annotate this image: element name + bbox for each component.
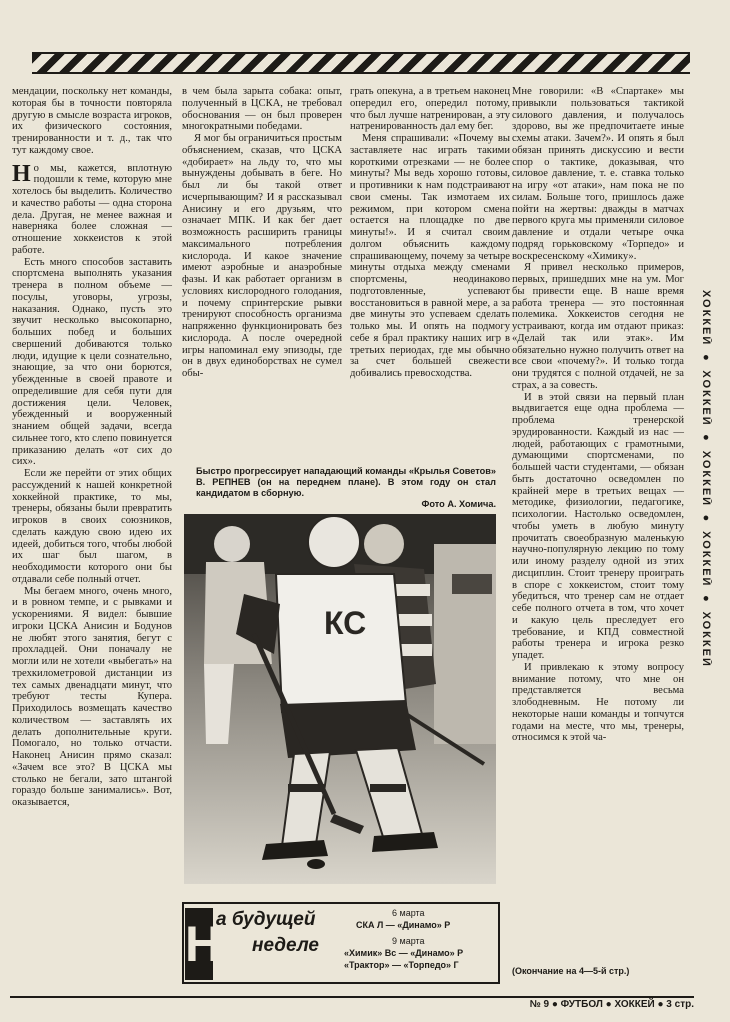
fixture-match: СКА Л — «Динамо» Р xyxy=(356,920,451,930)
drop-cap: Н xyxy=(12,160,31,187)
fixtures-heading-line-1: а будущей xyxy=(216,909,316,930)
column-3-paragraph: грать опекуна, а в третьем наконец опередил его, опередил потому, что был лучше натренирован, а эту натренированность дал ему бег. xyxy=(350,86,510,133)
continuation-note: (Окончание на 4—5-й стр.) xyxy=(512,966,630,976)
article-column-4 xyxy=(512,86,684,744)
page-footer: № 9 ● ФУТБОЛ ● ХОККЕЙ ● 3 стр. xyxy=(10,996,694,1012)
photo-caption xyxy=(196,466,496,510)
article-column-1 xyxy=(12,86,172,809)
column-2-paragraph: в чем была зарыта собака: опыт, полученный в ЦСКА, не требовал обоснования — он был проверен многократными победами. xyxy=(182,86,342,133)
column-4-paragraph: Мне говорили: «В «Спартаке» мы привыкли пользоваться тактикой силового давления, и получалось здорово, вы же предпочитаете иные схемы атаки. Зачем?». И опять я был обязан принять дискуссию и вести спор о тактике, доказывая, что силовое давление, т. е. ставка только на игру «от атаки», нам пока не по силам. Больше того, пришлось даже пойти на жертвы: дважды в матчах первого круга мы применяли силовое давление и отдали четыре очка подряд горьковскому «Торпедо» и воскресенскому «Химику». xyxy=(512,86,684,262)
column-4-paragraph: И привлекаю к этому вопросу внимание потому, что мне он представляется весьма злободневным. Не потому ли некоторые наши команды и топчутся годами на месте, что мы, тренеры, относимся к этой ча- xyxy=(512,661,684,744)
column-1-paragraph: мендации, поскольку нет команды, которая бы в точности повторяла другую в смысле возраста игроков, их физического состояния, тренированности и т. д., так что тут каждому свое. xyxy=(12,86,172,156)
top-decorative-band xyxy=(32,52,690,74)
column-3-paragraph: Меня спрашивали: «Почему вы заставляете нас играть такими короткими отрезками — не более минуты? Мы ведь хорошо готовы, и противники к нам подстраивают свои смены. Так измотаем их режимом, при котором смена остается на площадке по две минуты!». И я считал своим долгом объяснить каждому спрашивающему, почему за четыре минуты отдыха между сменами спортсмены, неодинаково подготовленные, успевают восстановиться в равной мере, а за две минуты это успеваем сделать только мы. И опять на подмогу себе я брал практику наших игр в третьих периодах, где мы обычно за счет большей свежести добивались превосходства. xyxy=(350,133,510,379)
caption-text: Быстро прогрессирует нападающий команды «Крылья Советов» В. РЕПНЕВ (он на переднем плане). В этом году он стал кандидатом в сборную. xyxy=(196,466,496,498)
article-column-3 xyxy=(350,86,510,380)
column-1-paragraph: Есть много способов заставить спортсмена выполнять указания тренера в полном объеме — посулы, уговоры, угрозы, наказания. Однако, пусть это звучит несколько высокопарно, больших побед и больших свершений добиваются только люди, идущие к цели сознательно, знающие, за что они борются, убежденные в своей правоте и определившие для себя пути для достижения цели. Человек, убежденный и вооруженный знанием общей задачи, всегда сильнее того, кто слепо повинуется приказанию делать «от сих до сих». xyxy=(12,256,172,468)
hockey-photo xyxy=(184,514,496,884)
next-week-fixtures-box xyxy=(182,902,500,984)
fixture-date: 9 марта xyxy=(392,936,425,946)
fixture-date: 6 марта xyxy=(392,908,425,918)
jersey-letters: КС xyxy=(324,605,367,641)
column-4-paragraph: И в этой связи на первый план выдвигается еще одна проблема — проблема тренерской эрудированности. Каждый из нас — людей, работающих с грамотными, думающими спортсменами, по большей части студентами, — обязан быть достаточно осведомлен по крайней мере в третьих вещах — методике, физиологии, педагогике, психологии. Настолько осведомлен, чтобы уметь в любую минуту прочитать своеобразную маленькую научно-популярную лекцию по тому или иному разделу одной из этих дисциплин. Стоит тренеру проиграть в споре с хоккеистом, стоит тому убедиться, что тренер сам не отдает себе полного отчета в том, что хочет и какую цель преследует его требование, и КПД совместной работы тренера и игрока резко упадет. xyxy=(512,391,684,661)
puck xyxy=(307,859,325,869)
column-1-paragraph: Если же перейти от этих общих рассуждений к нашей конкретной хоккейной практике, то мы, тренеры, обязаны были превратить игроков в своих союзников, сделать каждую свою идею их идеей, добиться того, чтобы любой их шаг был шагом, в необходимости которого они бы отдавали себе полный отчет. xyxy=(12,468,172,585)
photo-credit: Фото А. Хомича. xyxy=(421,499,496,509)
column-2-paragraph: Я мог бы ограничиться простым объяснением, сказав, что ЦСКА «добирает» на льду то, что мы вынуждены добывать в беге. Но был ли бы такой ответ исчерпывающим? И я рассказывал Анисину и его друзьям, что означает МПК. И как бег дает возможность расширить границы максимального потребления кислорода. И какое значение имеют аэробные и анаэробные фазы. И как работает организм в условиях кислородного голодания, и почему спринтерские рывки тренируют способность организма напряженно функционировать без кислорода. А после очередной игры напоминал ему эпизоды, где он в двух единоборствах не сумел обы- xyxy=(182,133,342,379)
fixtures-initial-letter: Н xyxy=(185,908,213,980)
article-column-2 xyxy=(182,86,342,380)
column-1-paragraph: Но мы, кажется, вплотную подошли к теме, которую мне хотелось бы выделить. Количество и качество работы — одна сторона дела. Другая, не менее важная и наверняка более сложная — отношение хоккеистов к этой работе. xyxy=(12,160,172,256)
column-1-paragraph: Мы бегаем много, очень много, и в ровном темпе, и с рывками и ускорениями. Я видел: бывшие игроки ЦСКА Анисин и Бодунов не любят этого занятия, бегут с прохладцей. Они поначалу не могли или не хотели «выбегать» на трехкилометровой дистанции из тех самых двенадцати минут, что требуют тесты Купера. Приходилось возмещать качество количеством — заставлять их делать дополнительные круги. Помогало, но только отчасти. Наконец Анисин прямо сказал: «Зачем все это? В ЦСКА мы столько не бегали, зато штангой гораздо больше занимались». Вот, оказывается, xyxy=(12,585,172,808)
section-sidebar-label: ХОККЕЙ ● ХОККЕЙ ● ХОККЕЙ ● ХОККЕЙ ● ХОККЕЙ xyxy=(700,290,712,668)
fixture-match: «Трактор» — «Торпедо» Г xyxy=(344,960,459,970)
fixtures-heading-line-2: неделе xyxy=(252,935,319,956)
fixture-match: «Химик» Вс — «Динамо» Р xyxy=(344,948,464,958)
column-4-paragraph: Я привел несколько примеров, первых, пришедших мне на ум. Мог бы привести еще. В наше время работа тренера — это постоянная полемика. Хоккеистов сегодня не устраивают, когда им отдают приказ: «Делай так или этак». Им обязательно нужно получить ответ на все свои «почему?». И только тогда они трудятся с полной отдачей, не за страх, а за совесть. xyxy=(512,262,684,391)
